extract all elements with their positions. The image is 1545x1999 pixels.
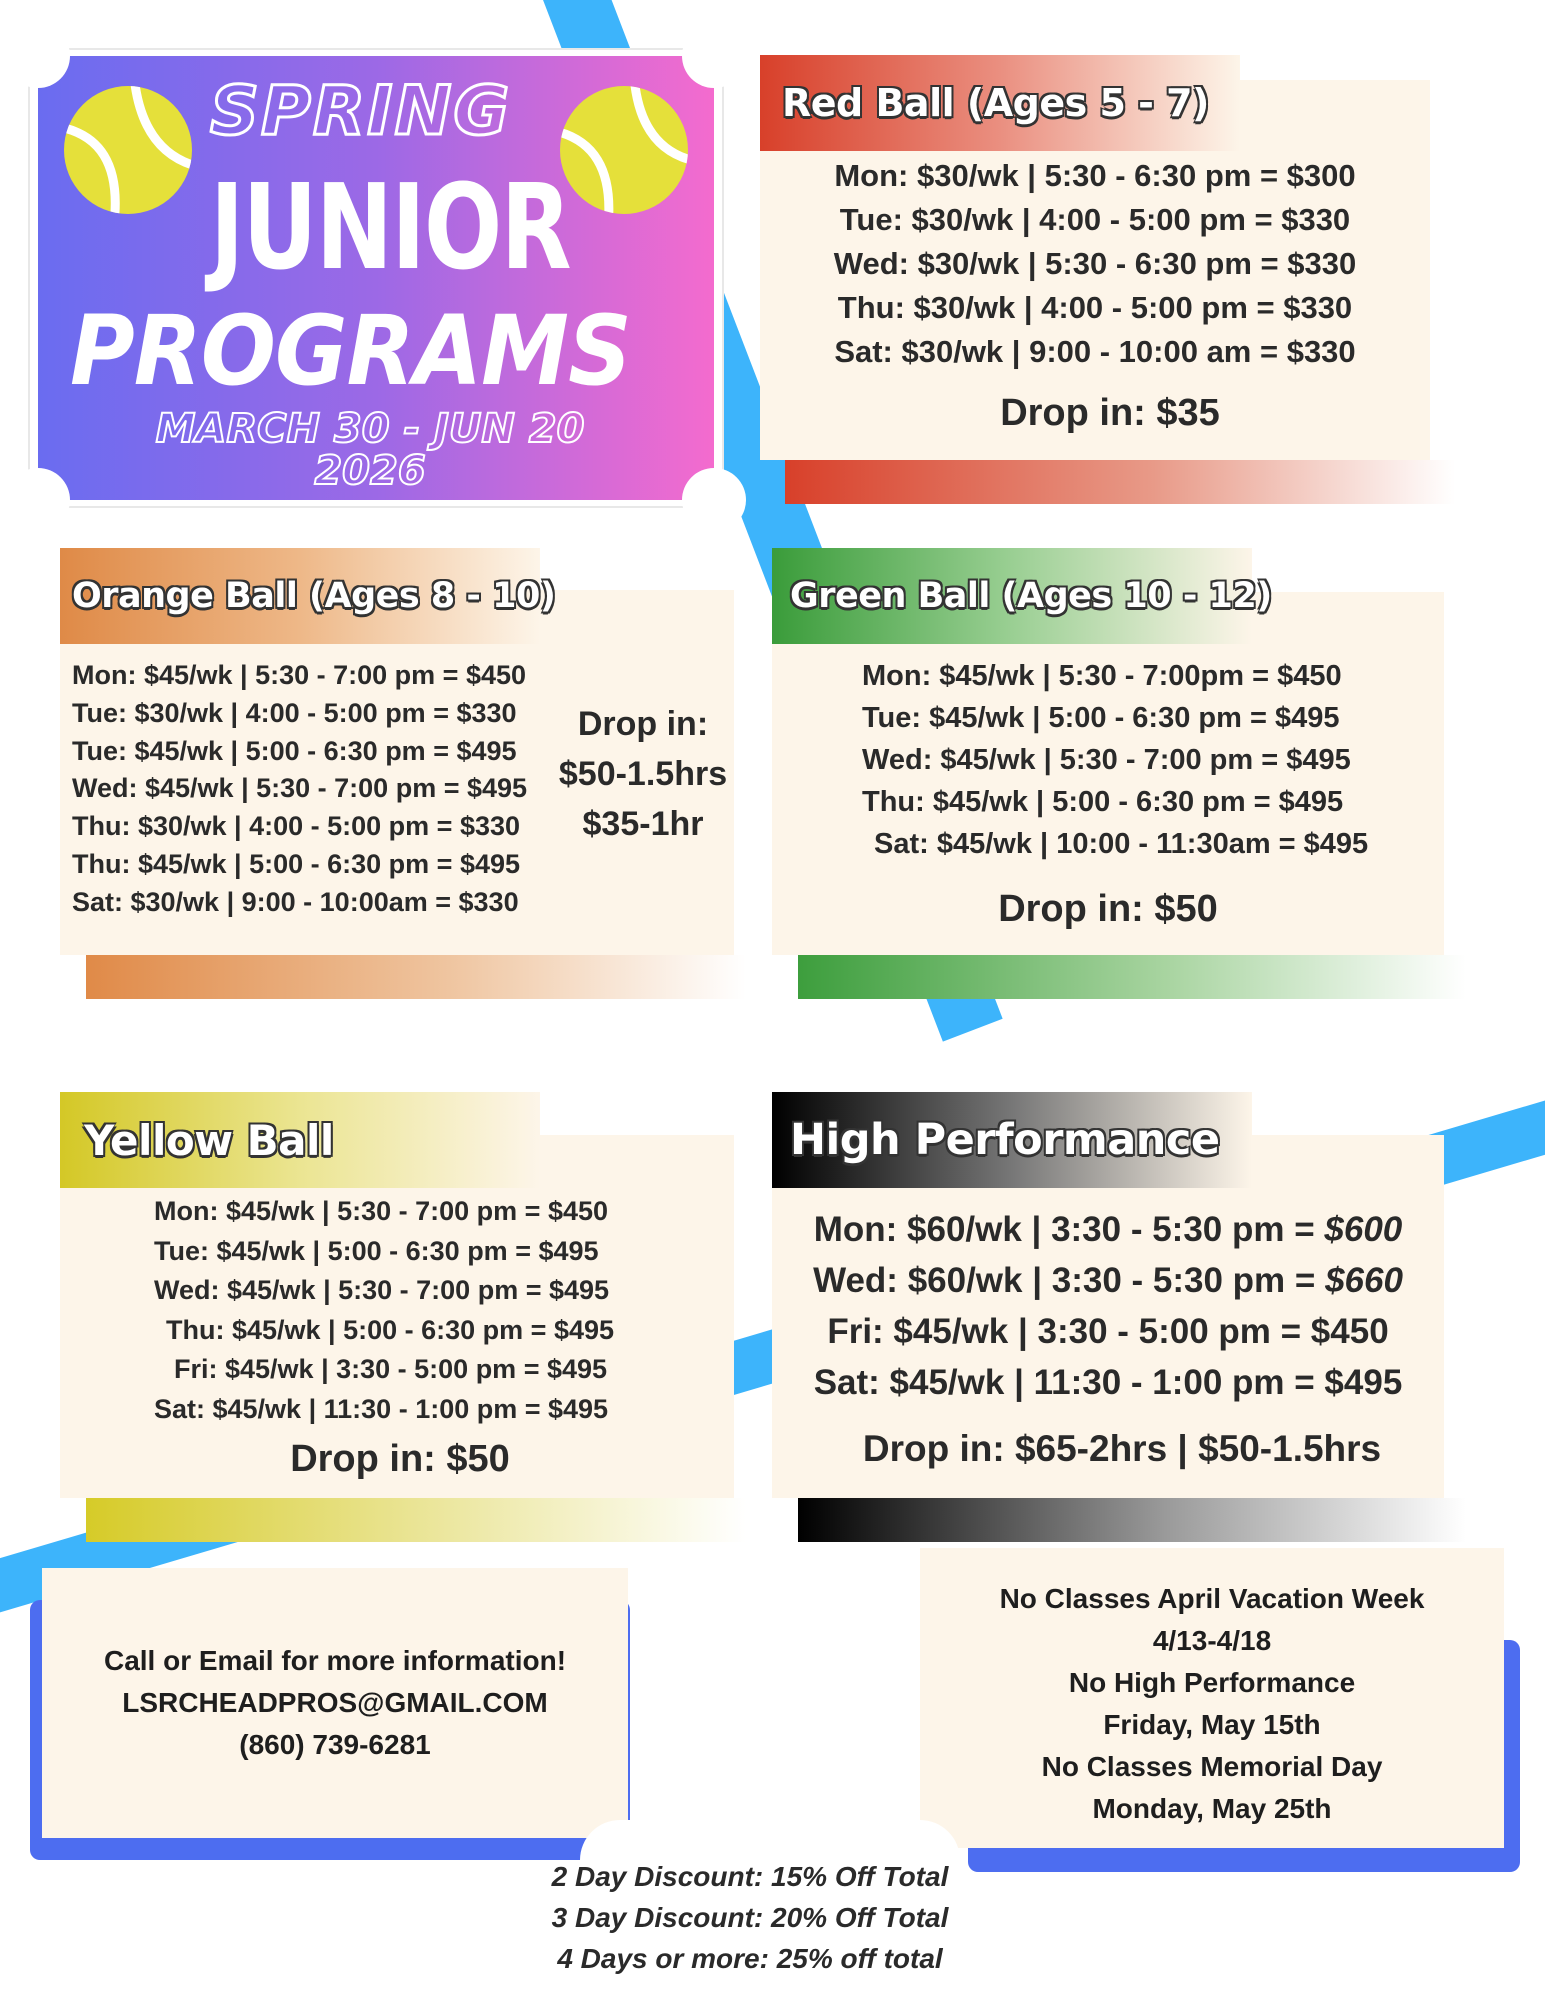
contact-card — [42, 1568, 628, 1838]
contact-phone: (860) 739-6281 — [239, 1729, 431, 1760]
schedule-line — [772, 1365, 1444, 1416]
orange-ball-drop-in — [548, 705, 738, 855]
schedule-line: Thu: $30/wk | 4:00 - 5:00 pm = $330 — [837, 290, 1353, 325]
red-ball-tab — [760, 55, 1240, 151]
schedule-line: Thu: $45/wk | 5:00 - 6:30 pm = $495 — [166, 1314, 615, 1345]
schedule-line: Wed: $45/wk | 5:30 - 7:00 pm = $495 — [862, 744, 1351, 776]
yellow-ball-underbar — [86, 1498, 746, 1542]
yellow-ball-title: Yellow Ball — [84, 1115, 334, 1165]
ticket-notch — [682, 24, 746, 88]
schedule-line: Mon: $45/wk | 5:30 - 7:00 pm = $450 — [154, 1196, 609, 1226]
schedule-line: Sat: $45/wk | 11:30 - 1:00 pm = $495 — [154, 1393, 609, 1424]
yellow-ball-schedule — [60, 1198, 734, 1436]
header-dates — [40, 408, 700, 492]
orange-ball-tab — [60, 548, 556, 644]
schedule-line: Thu: $45/wk | 5:00 - 6:30 pm = $495 — [72, 848, 521, 879]
green-ball-underbar — [798, 955, 1466, 999]
schedule-line: Sat: $45/wk | 10:00 - 11:30am = $495 — [874, 828, 1369, 860]
red-ball-drop-in: Drop in: $35 — [1000, 392, 1220, 434]
contact-heading: Call or Email for more information! — [103, 1645, 567, 1676]
green-ball-drop-in: Drop in: $50 — [998, 888, 1218, 930]
red-ball-title: Red Ball (Ages 5 - 7) — [782, 81, 1209, 125]
high-performance-underbar — [798, 1498, 1466, 1542]
notice-line: Monday, May 25th — [1092, 1793, 1332, 1824]
schedule-line — [772, 1314, 1444, 1365]
schedule-line-price: $660 — [1325, 1261, 1403, 1300]
schedule-line: Tue: $45/wk | 5:00 - 6:30 pm = $495 — [72, 735, 517, 766]
discount-line: 2 Day Discount: 15% Off Total — [551, 1861, 949, 1892]
header-programs: PROGRAMS — [70, 295, 631, 407]
green-ball-schedule — [862, 662, 1368, 872]
schedule-line-text: Sat: $45/wk | 11:30 - 1:00 pm = $495 — [813, 1363, 1403, 1402]
schedule-line: Wed: $30/wk | 5:30 - 6:30 pm = $330 — [833, 246, 1357, 281]
high-performance-title: High Performance — [790, 1115, 1220, 1165]
drop-in-label: Drop in: — [577, 705, 709, 743]
schedule-line-text: Wed: $60/wk | 3:30 - 5:30 pm = — [813, 1261, 1326, 1300]
tennis-ball-icon — [560, 86, 688, 214]
schedule-line: Wed: $45/wk | 5:30 - 7:00 pm = $495 — [154, 1275, 610, 1306]
notice-line: 4/13-4/18 — [1152, 1625, 1272, 1656]
schedule-line: Tue: $30/wk | 4:00 - 5:00 pm = $330 — [72, 697, 517, 728]
red-ball-underbar — [785, 460, 1455, 504]
tennis-ball-icon — [64, 86, 192, 214]
schedule-line: Sat: $30/wk | 9:00 - 10:00 am = $330 — [834, 334, 1356, 369]
schedule-line: Tue: $30/wk | 4:00 - 5:00 pm = $330 — [839, 202, 1351, 237]
schedule-line — [772, 1263, 1444, 1314]
yellow-ball-tab — [60, 1092, 540, 1188]
schedule-line: Mon: $30/wk | 5:30 - 6:30 pm = $300 — [834, 158, 1356, 193]
schedule-line — [772, 1212, 1444, 1263]
header-dates-range: MARCH 30 - JUN 20 — [155, 406, 585, 452]
notice-line: No Classes April Vacation Week — [999, 1583, 1425, 1614]
orange-ball-title: Orange Ball (Ages 8 - 10) — [72, 576, 556, 616]
high-performance-tab — [772, 1092, 1252, 1188]
contact-text — [42, 1640, 628, 1766]
orange-ball-underbar — [86, 955, 746, 999]
notices-card — [920, 1548, 1504, 1848]
schedule-line: Thu: $30/wk | 4:00 - 5:00 pm = $330 — [72, 811, 521, 842]
notice-line: No Classes Memorial Day — [1041, 1751, 1383, 1782]
schedule-line: Tue: $45/wk | 5:00 - 6:30 pm = $495 — [862, 702, 1340, 734]
schedule-line: Tue: $45/wk | 5:00 - 6:30 pm = $495 — [154, 1235, 599, 1266]
notices-text — [920, 1578, 1504, 1830]
orange-ball-schedule — [72, 662, 527, 927]
schedule-line: Thu: $45/wk | 5:00 - 6:30 pm = $495 — [862, 786, 1344, 818]
green-ball-tab — [772, 548, 1272, 644]
header-spring: SPRING — [210, 72, 512, 151]
high-performance-drop-in: Drop in: $65-2hrs | $50-1.5hrs — [862, 1428, 1382, 1469]
schedule-line: Mon: $45/wk | 5:30 - 7:00 pm = $450 — [72, 660, 527, 690]
schedule-line: Wed: $45/wk | 5:30 - 7:00 pm = $495 — [72, 773, 528, 804]
schedule-line: Mon: $45/wk | 5:30 - 7:00pm = $450 — [862, 660, 1342, 692]
schedule-line-price: $600 — [1324, 1210, 1403, 1249]
discount-list — [530, 1856, 970, 1979]
contact-email: LSRCHEADPROS@GMAIL.COM — [122, 1687, 548, 1718]
schedule-line: Fri: $45/wk | 3:30 - 5:00 pm = $495 — [174, 1354, 608, 1385]
high-performance-schedule — [772, 1212, 1444, 1416]
red-ball-schedule — [760, 160, 1430, 380]
discount-line: 3 Day Discount: 20% Off Total — [551, 1902, 949, 1933]
drop-in-price: $35-1hr — [582, 805, 704, 843]
drop-in-price: $50-1.5hrs — [558, 755, 728, 793]
ticket-notch — [6, 24, 70, 88]
notice-line: Friday, May 15th — [1103, 1709, 1321, 1740]
yellow-ball-drop-in: Drop in: $50 — [290, 1438, 510, 1480]
schedule-line-text: Fri: $45/wk | 3:30 - 5:00 pm = $450 — [827, 1312, 1389, 1351]
discount-line: 4 Days or more: 25% off total — [557, 1943, 943, 1974]
green-ball-title: Green Ball (Ages 10 - 12) — [790, 576, 1272, 616]
schedule-line: Sat: $30/wk | 9:00 - 10:00am = $330 — [72, 886, 519, 917]
schedule-line-text: Mon: $60/wk | 3:30 - 5:30 pm = — [813, 1210, 1325, 1249]
header-dates-year: 2026 — [314, 448, 426, 494]
header-junior: JUNIOR — [210, 158, 571, 296]
notice-line: No High Performance — [1068, 1667, 1356, 1698]
